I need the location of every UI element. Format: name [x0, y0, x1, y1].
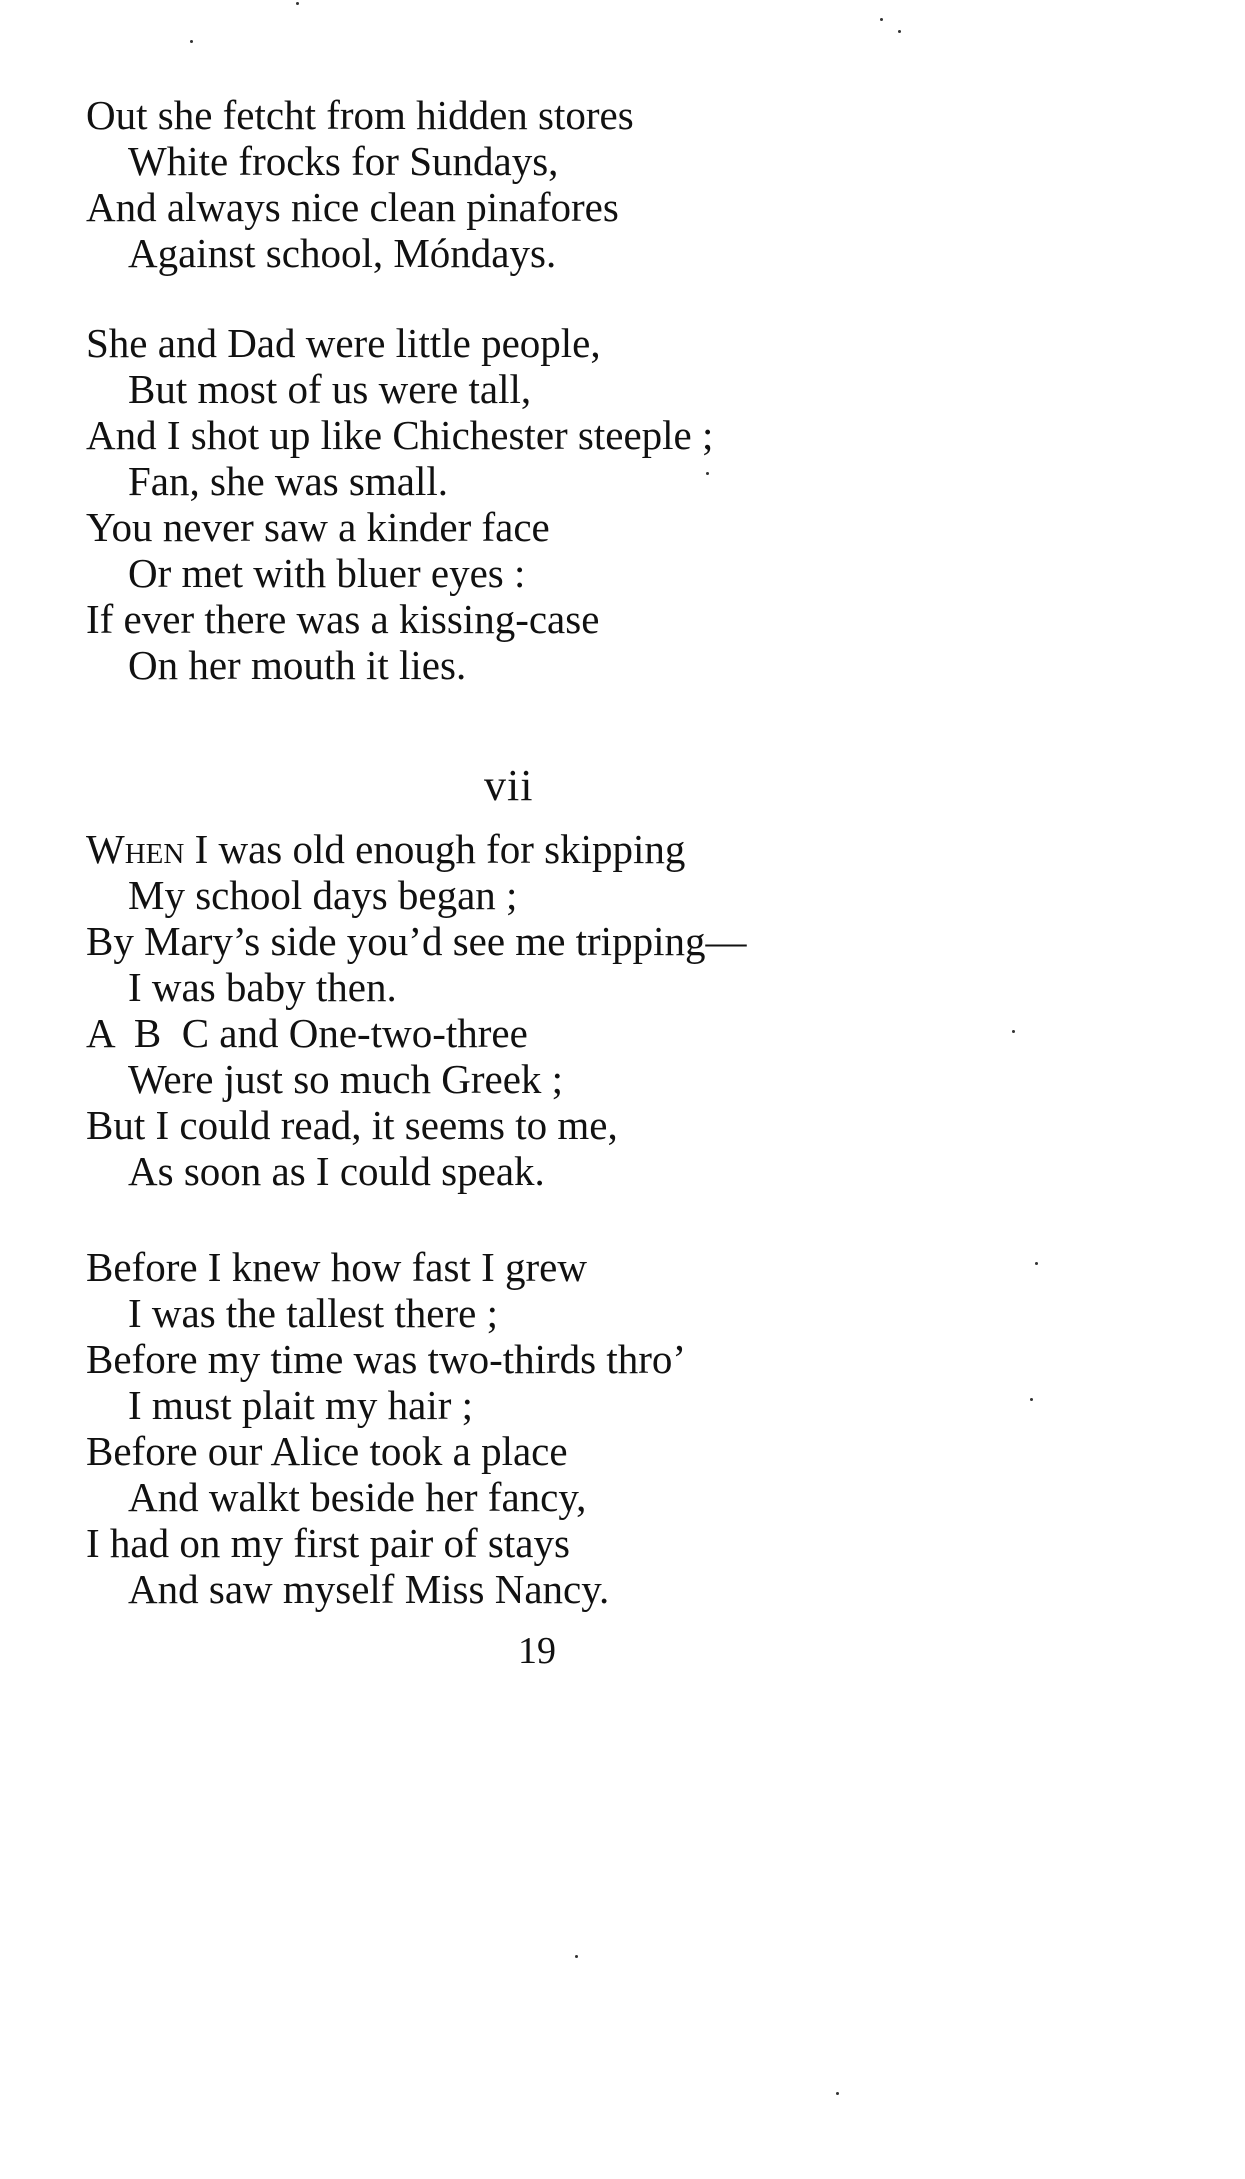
paper-speck	[1012, 1030, 1015, 1033]
paper-speck	[898, 30, 901, 33]
verse-line: A B C and One-two-three	[86, 1010, 528, 1056]
first-line-rest: I was old enough for skipping	[184, 826, 686, 872]
stanza-1	[86, 92, 634, 276]
verse-line: Before our Alice took a place	[86, 1428, 568, 1474]
page-number: 19	[518, 1630, 556, 1672]
verse-line: White frocks for Sundays,	[128, 138, 559, 184]
drop-word: When	[86, 826, 185, 872]
verse-line: You never saw a kinder face	[86, 504, 550, 550]
verse-line: Fan, she was small.	[128, 458, 448, 504]
verse-line: She and Dad were little people,	[86, 320, 601, 366]
stanza-3	[86, 826, 746, 1194]
verse-line: By Mary’s side you’d see me tripping—	[86, 918, 747, 964]
verse-line: And always nice clean pinafores	[86, 184, 619, 230]
verse-line: And walkt beside her fancy,	[128, 1474, 587, 1520]
verse-line: But I could read, it seems to me,	[86, 1102, 618, 1148]
verse-line: If ever there was a kissing-case	[86, 596, 600, 642]
verse-line: Or met with bluer eyes :	[128, 550, 526, 596]
stanza-4	[86, 1244, 686, 1612]
verse-line: My school days began ;	[128, 872, 518, 918]
paper-speck	[880, 18, 883, 21]
stanza-2	[86, 320, 713, 688]
verse-line: I had on my first pair of stays	[86, 1520, 570, 1566]
verse-line: But most of us were tall,	[128, 366, 532, 412]
paper-speck	[296, 2, 299, 5]
verse-line: Before my time was two-thirds thro’	[86, 1336, 687, 1382]
verse-line: As soon as I could speak.	[128, 1148, 545, 1194]
verse-line: On her mouth it lies.	[128, 642, 467, 688]
verse-line-first	[86, 826, 746, 872]
verse-line: I was the tallest there ;	[128, 1290, 499, 1336]
paper-speck	[1030, 1398, 1033, 1401]
paper-speck	[706, 472, 709, 475]
paper-speck	[190, 40, 193, 43]
section-number: vii	[484, 761, 534, 810]
verse-line: And I shot up like Chichester steeple ;	[86, 412, 714, 458]
paper-speck	[1035, 1262, 1038, 1265]
paper-speck	[836, 2092, 839, 2095]
verse-line: I was baby then.	[128, 964, 397, 1010]
verse-line: Were just so much Greek ;	[128, 1056, 564, 1102]
paper-speck	[575, 1955, 578, 1958]
verse-line: Out she fetcht from hidden stores	[86, 92, 634, 138]
verse-line: Against school, Móndays.	[128, 230, 557, 276]
verse-line: Before I knew how fast I grew	[86, 1244, 587, 1290]
verse-line: I must plait my hair ;	[128, 1382, 474, 1428]
verse-line: And saw myself Miss Nancy.	[128, 1566, 610, 1612]
